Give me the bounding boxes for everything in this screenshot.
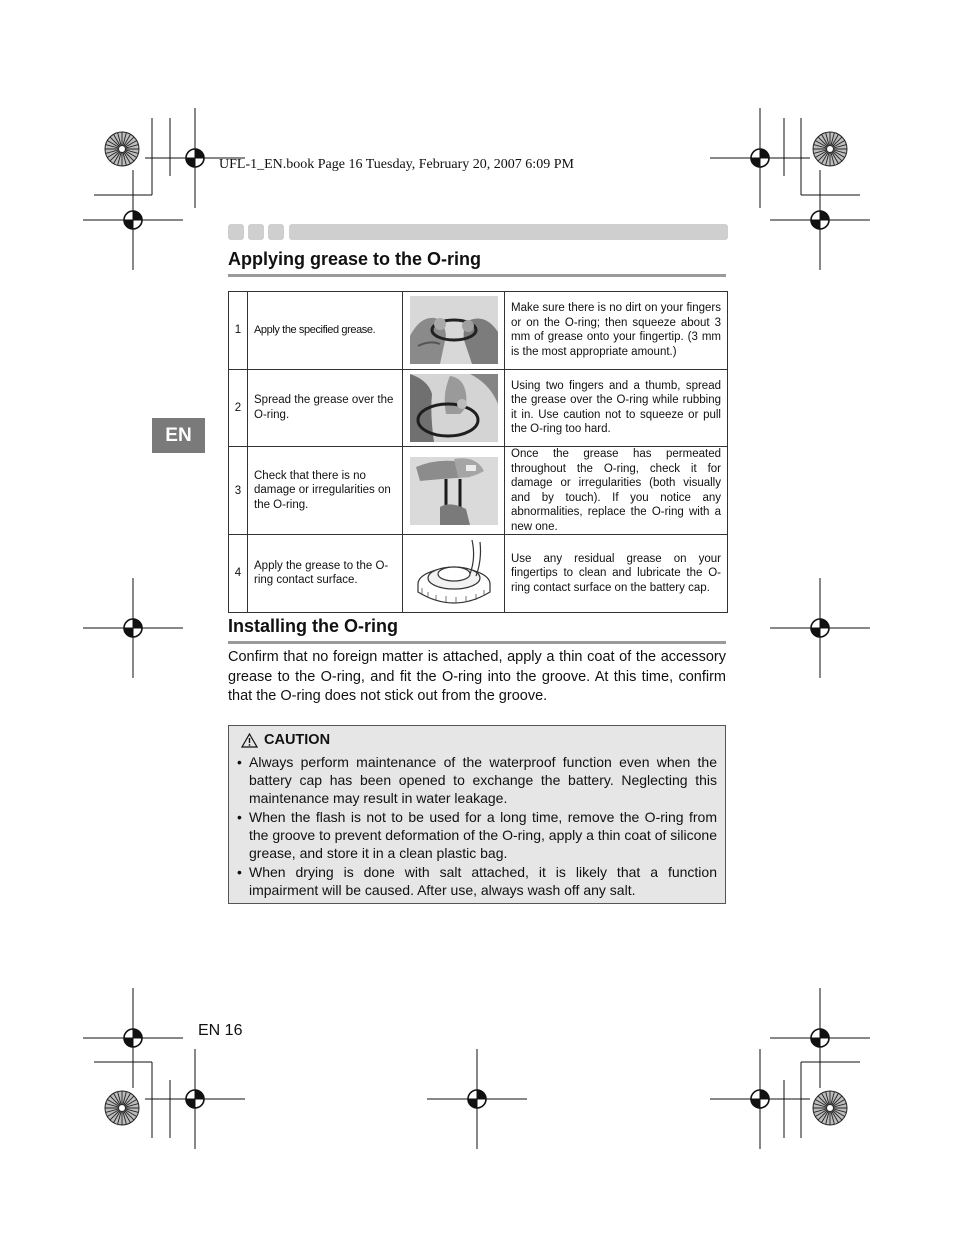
- chapter-tab-bar: [228, 224, 728, 240]
- caution-item: • When the flash is not to be used for a long time, remove the O-ring from the groove to prevent deformation of the O-ring, apply a thin coat of silicone grease, and store it in a clean plastic bag.: [237, 808, 717, 862]
- registration-quadrant: [186, 1099, 195, 1108]
- step-detail: Once the grease has permeated throughout the O-ring, check it for damage or irregularities (both visually and by touch). If you notice any abnormalities, replace the O-ring with a new one.: [505, 447, 728, 535]
- tab-square: [248, 224, 264, 240]
- registration-quadrant: [124, 628, 133, 637]
- step-detail: Use any residual grease on your fingertips to clean and lubricate the O-ring contact surface on the battery cap.: [505, 535, 728, 613]
- registration-quadrant: [133, 211, 142, 220]
- registration-quadrant: [195, 149, 204, 158]
- table-row: [229, 447, 728, 535]
- tab-square: [268, 224, 284, 240]
- book-header: UFL-1_EN.book Page 16 Tuesday, February 20, 2007 6:09 PM: [219, 157, 574, 172]
- registration-quadrant: [760, 149, 769, 158]
- registration-quadrant: [811, 220, 820, 229]
- table-row: [229, 535, 728, 613]
- caution-box: [228, 725, 726, 904]
- registration-quadrant: [133, 1029, 142, 1038]
- registration-quadrant: [820, 211, 829, 220]
- registration-quadrant: [477, 1090, 486, 1099]
- tab-bar-long: [289, 224, 728, 240]
- registration-quadrant: [751, 1099, 760, 1108]
- table-row: [229, 292, 728, 370]
- caution-heading: [241, 732, 330, 748]
- section-title-installing: Installing the O-ring: [228, 616, 398, 636]
- registration-quadrant: [760, 1090, 769, 1099]
- fingers-holding-o-ring-photo: [403, 292, 505, 370]
- step-number: 3: [229, 447, 248, 535]
- registration-quadrant: [811, 1038, 820, 1047]
- registration-quadrant: [124, 220, 133, 229]
- page-number: EN 16: [198, 1022, 243, 1039]
- title-rule: [228, 274, 726, 277]
- sunburst-center: [827, 1105, 833, 1111]
- sunburst-center: [827, 146, 833, 152]
- step-detail: Using two fingers and a thumb, spread the grease over the O-ring while rubbing it in. Use caution not to squeeze or pull the O-ring too hard.: [505, 369, 728, 447]
- grease-steps-table: [228, 291, 728, 613]
- installing-body-text: Confirm that no foreign matter is attached, apply a thin coat of the accessory grease to the O-ring, and fit the O-ring into the groove. At this time, confirm that the O-ring does not stick out from the groove.: [228, 649, 726, 704]
- registration-quadrant: [195, 1090, 204, 1099]
- registration-quadrant: [811, 628, 820, 637]
- step-detail: Make sure there is no dirt on your fingers or on the O-ring; then squeeze about 3 mm of grease onto your fingertip. (3 mm is the most appropriate amount.): [505, 292, 728, 370]
- registration-quadrant: [468, 1099, 477, 1108]
- sunburst-center: [119, 1105, 125, 1111]
- caution-list: [237, 753, 717, 900]
- registration-quadrant: [751, 158, 760, 167]
- table-row: [229, 369, 728, 447]
- step-short: Check that there is no damage or irregularities on the O-ring.: [248, 447, 403, 535]
- language-tab: EN: [152, 418, 205, 453]
- section-title-grease: Applying grease to the O-ring: [228, 249, 482, 269]
- registration-quadrant: [820, 1029, 829, 1038]
- registration-quadrant: [133, 619, 142, 628]
- caution-item: • When drying is done with salt attached, it is likely that a function impairment will be caused. After use, always wash off any salt.: [237, 863, 717, 899]
- step-number: 4: [229, 535, 248, 613]
- step-short: Apply the grease to the O-ring contact surface.: [248, 535, 403, 613]
- sunburst-center: [119, 146, 125, 152]
- caution-item: • Always perform maintenance of the waterproof function even when the battery cap has been opened to exchange the battery. Neglecting this maintenance may result in water leakage.: [237, 753, 717, 807]
- step-number: 1: [229, 292, 248, 370]
- registration-quadrant: [124, 1038, 133, 1047]
- warning-triangle-icon: [241, 733, 258, 748]
- step-short: Spread the grease over the O-ring.: [248, 369, 403, 447]
- registration-quadrant: [186, 158, 195, 167]
- battery-cap-drawing: [403, 535, 505, 613]
- caution-title: CAUTION: [264, 732, 331, 748]
- registration-quadrant: [820, 619, 829, 628]
- tab-square: [228, 224, 244, 240]
- inspecting-o-ring-photo: [403, 447, 505, 535]
- step-number: 2: [229, 369, 248, 447]
- step-short: Apply the specified grease.: [248, 292, 403, 370]
- title-rule: [228, 641, 726, 644]
- spreading-grease-photo: [403, 369, 505, 447]
